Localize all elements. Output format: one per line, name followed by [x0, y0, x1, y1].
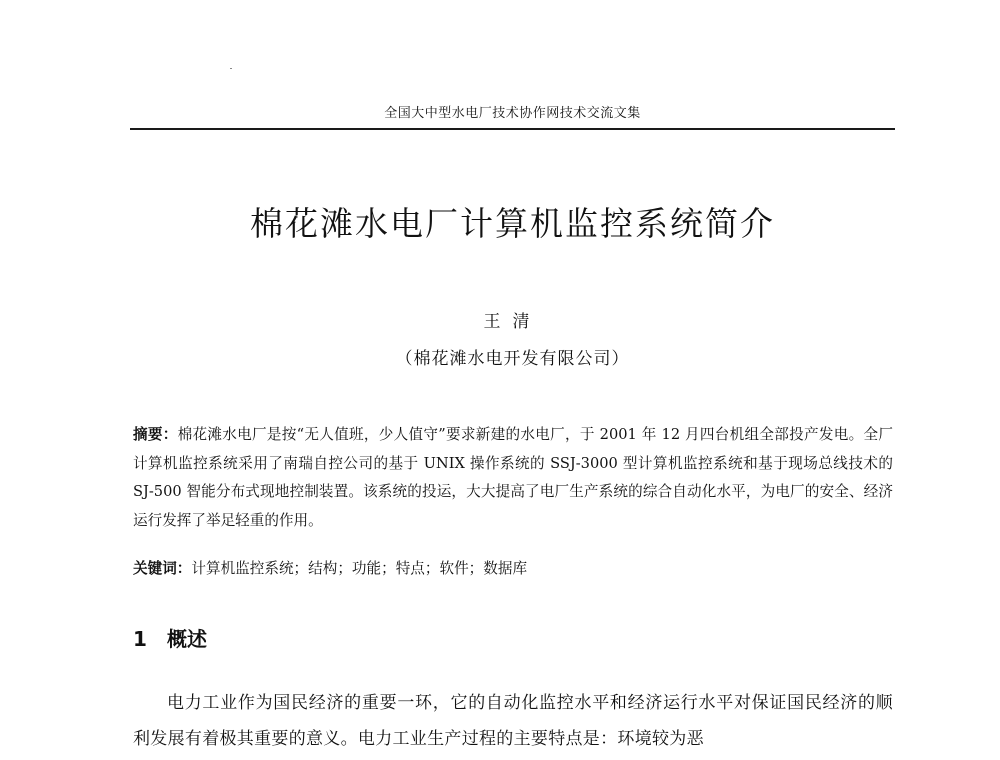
keywords-label: 关键词： — [133, 560, 192, 577]
author-affiliation: （棉花滩水电开发有限公司） — [395, 349, 630, 369]
scan-speck — [230, 68, 232, 69]
keywords — [133, 557, 893, 581]
section-paragraph: 电力工业作为国民经济的重要一环，它的自动化监控水平和经济运行水平对保证国民经济的顺利发展有着极其重要的意义。电力工业生产过程的主要特点是：环境较为恶 — [133, 693, 893, 749]
abstract-label: 摘要： — [133, 426, 178, 443]
abstract — [133, 421, 893, 535]
article-title: 棉花滩水电厂计算机监控系统简介 — [250, 204, 775, 243]
header-rule — [130, 128, 895, 130]
keywords-text: 计算机监控系统；结构；功能；特点；软件；数据库 — [191, 560, 528, 577]
author-name: 王清 — [483, 312, 542, 332]
section-title: 概述 — [167, 627, 207, 651]
section-number: 1 — [133, 627, 147, 651]
running-header: 全国大中型水电厂技术协作网技术交流文集 — [384, 106, 641, 121]
section-heading — [133, 624, 533, 654]
abstract-text: 棉花滩水电厂是按“无人值班，少人值守”要求新建的水电厂，于 2001 年 12 月四台机组全部投产发电。全厂计算机监控系统采用了南瑞自控公司的基于 UNIX 操作系统的 SSJ-3000 型计算机监控系统和基于现场总线技术的 SJ-500 智能分布式现地控制装置。该系统的投运，大大提高了电厂生产系统的综合自动化水平，为电厂的安全、经济运行发挥了举足轻重的作用。 — [133, 426, 893, 529]
